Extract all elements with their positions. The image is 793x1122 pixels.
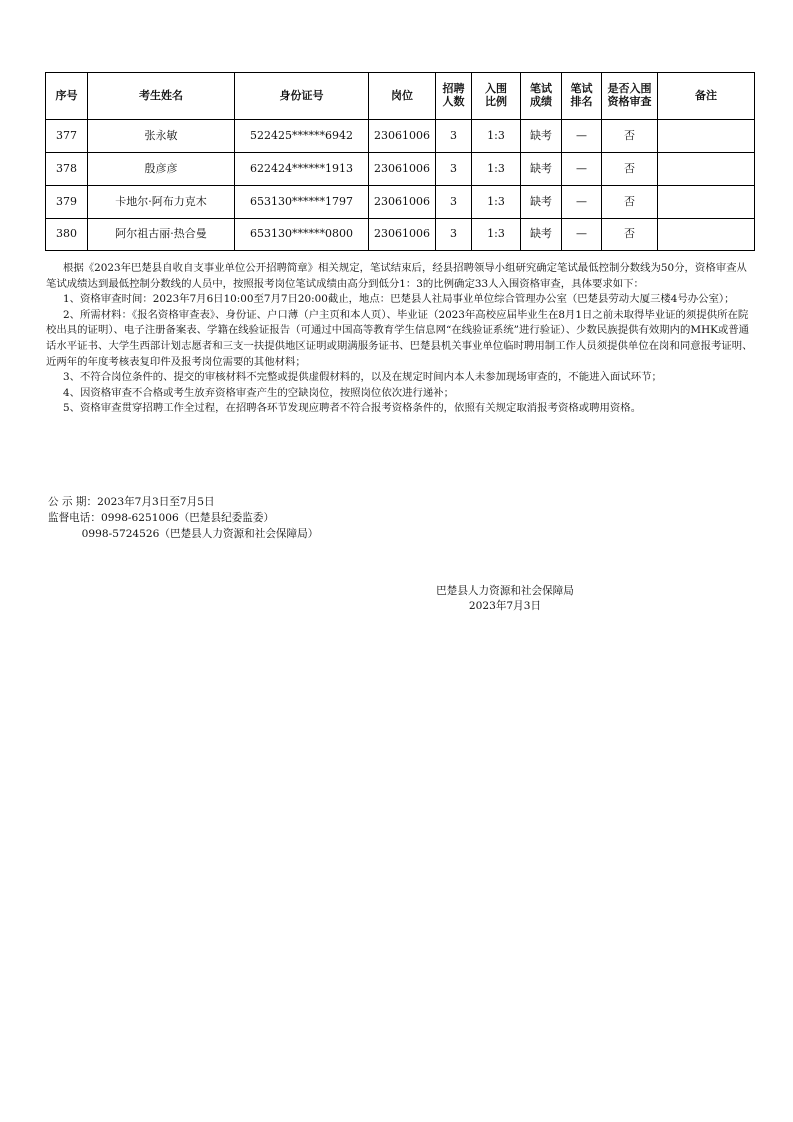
- header-remark: 备注: [658, 73, 755, 120]
- results-table: [45, 72, 755, 251]
- cell-id: 522425******6942: [235, 120, 369, 153]
- cell-ratio: 1:3: [472, 219, 521, 251]
- notes-item-4: 4、因资格审查不合格或考生放弃资格审查产生的空缺岗位，按照岗位依次进行递补；: [63, 386, 455, 399]
- cell-post: 23061006: [369, 120, 436, 153]
- cell-score: 缺考: [521, 120, 562, 153]
- cell-count: 3: [436, 219, 472, 251]
- cell-ratio: 1:3: [472, 153, 521, 186]
- header-no: 序号: [46, 73, 88, 120]
- cell-pass: 否: [602, 120, 658, 153]
- header-post: 岗位: [369, 73, 436, 120]
- header-ratio: 入围 比例: [472, 73, 521, 120]
- cell-name: 殷彦彦: [88, 153, 235, 186]
- notice-phone-1: 监督电话：0998-6251006（巴楚县纪委监委）: [48, 512, 275, 524]
- signature-org: 巴楚县人力资源和社会保障局: [436, 585, 574, 597]
- cell-ratio: 1:3: [472, 186, 521, 219]
- cell-count: 3: [436, 153, 472, 186]
- cell-id: 653130******0800: [235, 219, 369, 251]
- header-pass: 是否入围 资格审查: [602, 73, 658, 120]
- notes-item-3: 3、不符合岗位条件的、提交的审核材料不完整或提供虚假材料的，以及在规定时间内本人未参加现场审查的，不能进入面试环节；: [63, 371, 662, 384]
- cell-remark: [658, 153, 755, 186]
- cell-post: 23061006: [369, 186, 436, 219]
- notice-phone-2: 0998-5724526（巴楚县人力资源和社会保障局）: [48, 528, 319, 540]
- table-row: [46, 186, 755, 219]
- cell-post: 23061006: [369, 219, 436, 251]
- signature-block: [400, 584, 610, 614]
- notes-item-5: 5、资格审查贯穿招聘工作全过程，在招聘各环节发现应聘者不符合报考资格条件的，依照有关规定取消报考资格或聘用资格。: [63, 402, 642, 415]
- cell-score: 缺考: [521, 153, 562, 186]
- header-name: 考生姓名: [88, 73, 235, 120]
- cell-remark: [658, 186, 755, 219]
- cell-rank: —: [562, 120, 602, 153]
- cell-remark: [658, 120, 755, 153]
- table-header-row: [46, 73, 755, 120]
- cell-pass: 否: [602, 219, 658, 251]
- cell-remark: [658, 219, 755, 251]
- header-count: 招聘 人数: [436, 73, 472, 120]
- notes-intro: 根据《2023年巴楚县自收自支事业单位公开招聘简章》相关规定，笔试结束后，经县招聘领导小组研究确定笔试最低控制分数线为50分，资格审查从笔试成绩达到最低控制分数线的人员中，按照报考岗位笔试成绩由高分到低分1：3的比例确定33人入围资格审查，具体要求如下：: [46, 262, 747, 290]
- cell-rank: —: [562, 153, 602, 186]
- signature-date: 2023年7月3日: [468, 600, 542, 612]
- cell-pass: 否: [602, 153, 658, 186]
- cell-pass: 否: [602, 186, 658, 219]
- cell-rank: —: [562, 186, 602, 219]
- notice-period: 公 示 期：2023年7月3日至7月5日: [48, 496, 215, 508]
- cell-no: 379: [46, 186, 88, 219]
- cell-post: 23061006: [369, 153, 436, 186]
- cell-no: 378: [46, 153, 88, 186]
- table-row: [46, 120, 755, 153]
- table-row: [46, 219, 755, 251]
- header-rank: 笔试 排名: [562, 73, 602, 120]
- cell-count: 3: [436, 120, 472, 153]
- cell-score: 缺考: [521, 219, 562, 251]
- header-score: 笔试 成绩: [521, 73, 562, 120]
- cell-ratio: 1:3: [472, 120, 521, 153]
- cell-name: 阿尔祖古丽·热合曼: [88, 219, 235, 251]
- requirements-notes: [46, 261, 754, 417]
- notes-item-2: 2、所需材料：《报名资格审查表》、身份证、户口薄（户主页和本人页）、毕业证（2023年高校应届毕业生在8月1日之前未取得毕业证的须提供所在院校出具的证明）、电子注册备案表、学籍在线验证报告（可通过中国高等教育学生信息网“在线验证系统”进行验证）、少数民族提供有效期内的MHK或普通话水平证书、大学生西部计划志愿者和三支一扶提供地区证明或期满服务证书、巴楚县机关事业单位临时聘用制工作人员须提供单位在岗和同意报考证明、近两年的年度考核表复印件及报考岗位需要的其他材料；: [46, 308, 753, 368]
- cell-id: 653130******1797: [235, 186, 369, 219]
- cell-name: 卡地尔·阿布力克木: [88, 186, 235, 219]
- cell-count: 3: [436, 186, 472, 219]
- cell-score: 缺考: [521, 186, 562, 219]
- cell-name: 张永敏: [88, 120, 235, 153]
- cell-id: 622424******1913: [235, 153, 369, 186]
- cell-no: 377: [46, 120, 88, 153]
- public-notice: [48, 494, 318, 542]
- cell-rank: —: [562, 219, 602, 251]
- header-id: 身份证号: [235, 73, 369, 120]
- cell-no: 380: [46, 219, 88, 251]
- table-row: [46, 153, 755, 186]
- notes-item-1: 1、资格审查时间：2023年7月6日10:00至7月7日20:00截止，地点：巴楚县人社局事业单位综合管理办公室（巴楚县劳动大厦三楼4号办公室）；: [63, 293, 735, 306]
